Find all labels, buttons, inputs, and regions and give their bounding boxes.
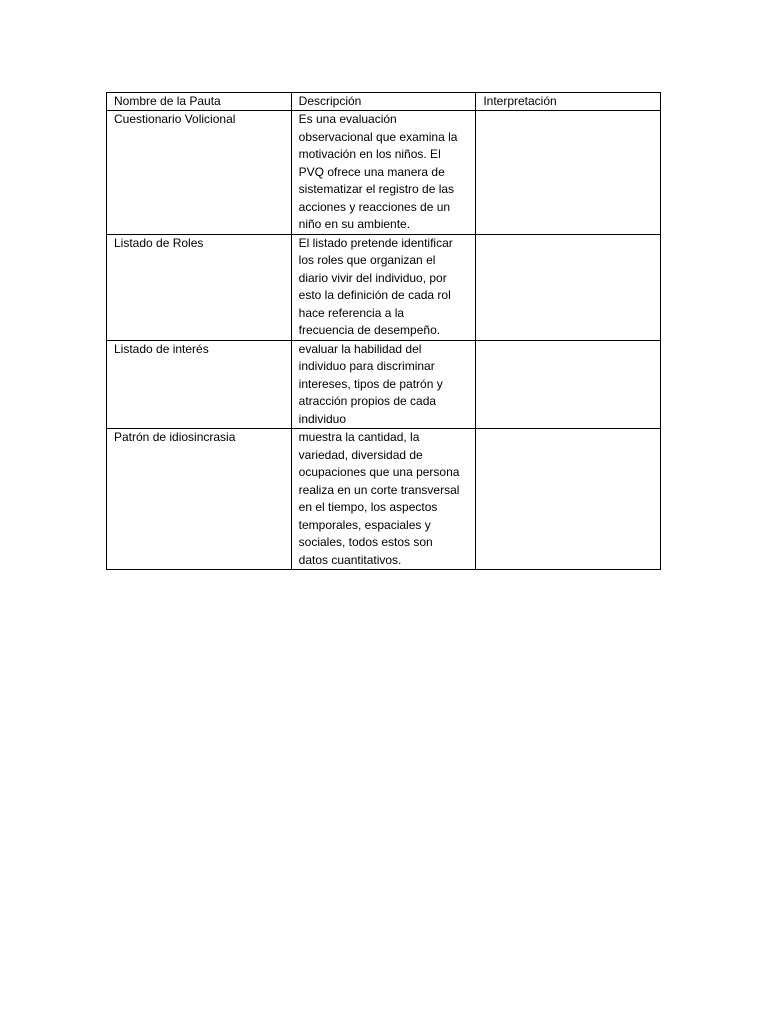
table-row bbox=[107, 111, 661, 235]
cell-pauta-interpretation bbox=[476, 111, 661, 235]
cell-pauta-interpretation bbox=[476, 340, 661, 429]
cell-pauta-description: muestra la cantidad, la variedad, diversidad de ocupaciones que una persona realiza en un corte transversal en el tiempo, los aspectos temporales, espaciales y sociales, todos estos son datos cuantitativos. bbox=[291, 429, 476, 570]
cell-pauta-interpretation bbox=[476, 234, 661, 340]
table-header-row bbox=[107, 93, 661, 111]
table-row bbox=[107, 429, 661, 570]
header-nombre-pauta: Nombre de la Pauta bbox=[107, 93, 292, 111]
cell-pauta-description: El listado pretende identificar los roles que organizan el diario vivir del individuo, por esto la definición de cada rol hace referencia a la frecuencia de desempeño. bbox=[291, 234, 476, 340]
cell-pauta-description: evaluar la habilidad del individuo para discriminar intereses, tipos de patrón y atracción propios de cada individuo bbox=[291, 340, 476, 429]
cell-pauta-description: Es una evaluación observacional que examina la motivación en los niños. El PVQ ofrece una manera de sistematizar el registro de las acciones y reacciones de un niño en su ambiente. bbox=[291, 111, 476, 235]
table-row bbox=[107, 340, 661, 429]
table-row bbox=[107, 234, 661, 340]
cell-pauta-name: Listado de Roles bbox=[107, 234, 292, 340]
cell-pauta-interpretation bbox=[476, 429, 661, 570]
header-descripcion: Descripción bbox=[291, 93, 476, 111]
cell-pauta-name: Cuestionario Volicional bbox=[107, 111, 292, 235]
cell-pauta-name: Listado de interés bbox=[107, 340, 292, 429]
pautas-table bbox=[106, 92, 661, 570]
header-interpretacion: Interpretación bbox=[476, 93, 661, 111]
cell-pauta-name: Patrón de idiosincrasia bbox=[107, 429, 292, 570]
